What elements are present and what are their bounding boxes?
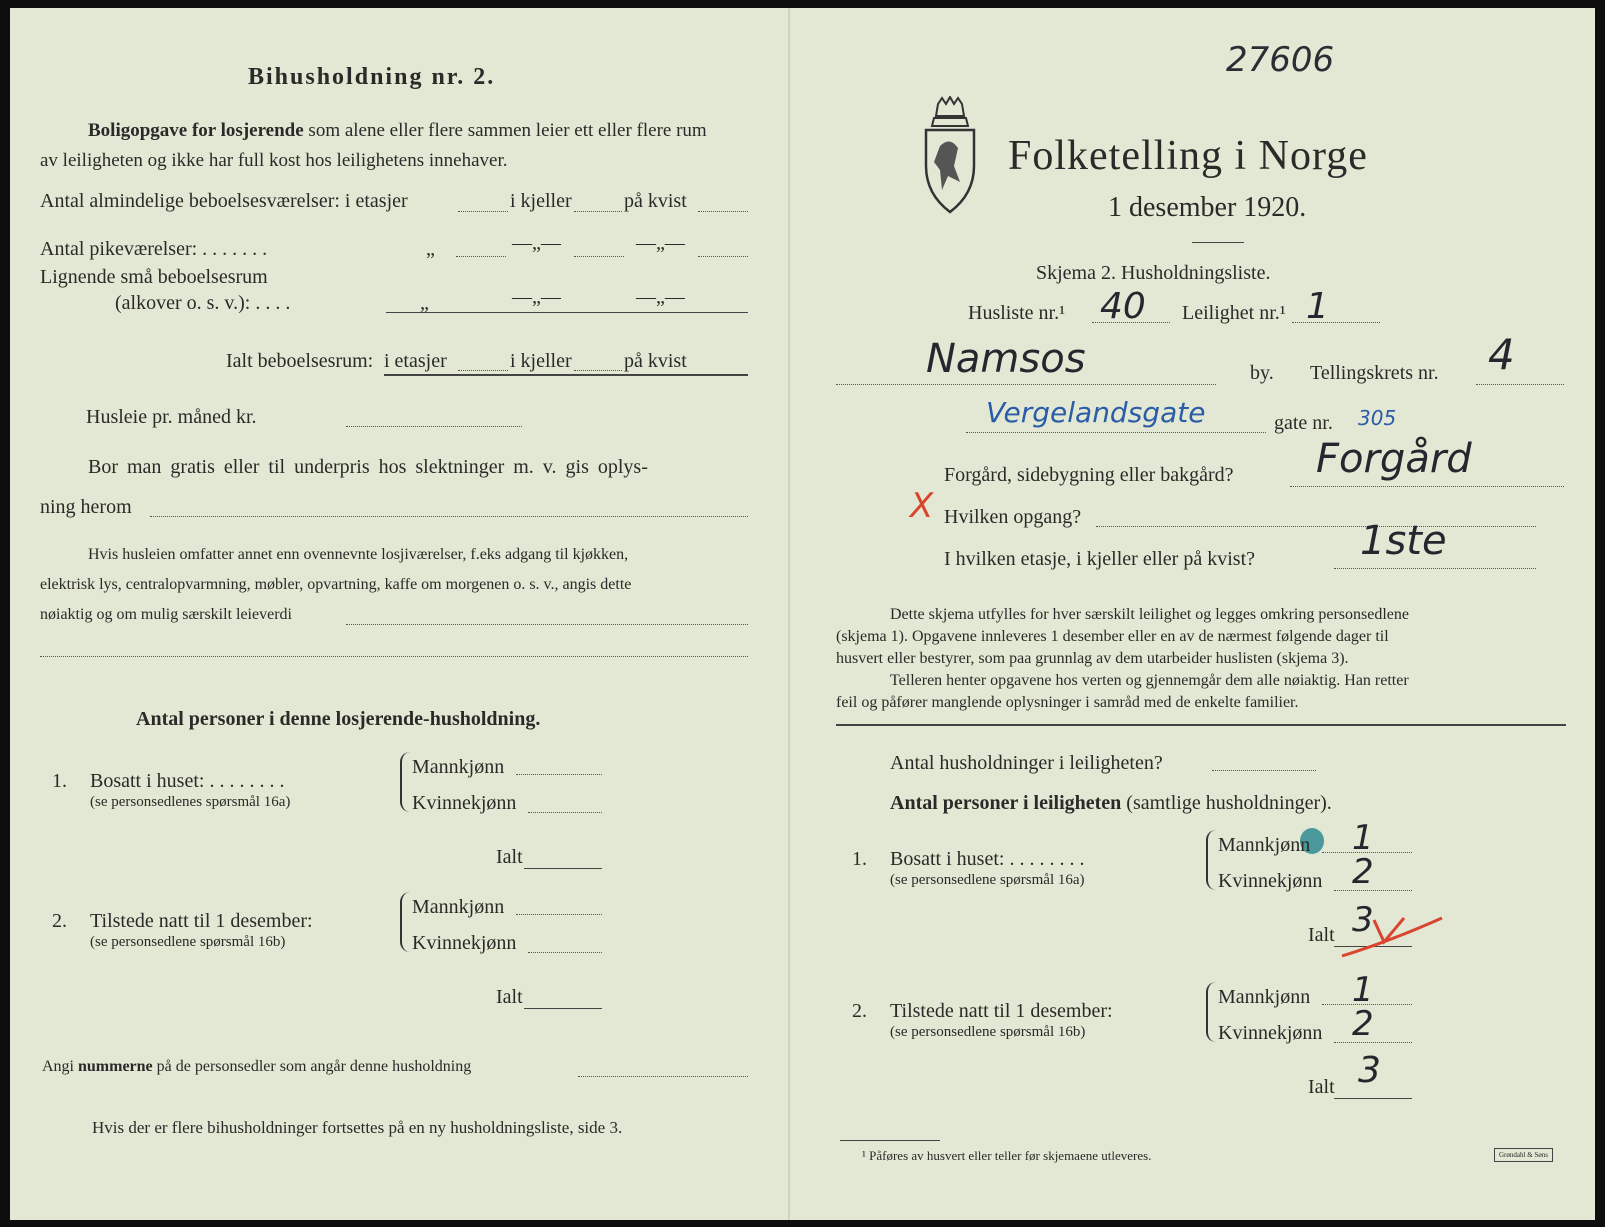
alm-kjeller-field[interactable] (574, 211, 622, 212)
right-q2-ialt-label: Ialt (1308, 1076, 1335, 1098)
red-x-mark: X (910, 486, 934, 526)
printer-stamp: Grøndahl & Søns (1494, 1148, 1553, 1162)
left-q2-num: 2. (52, 910, 67, 932)
right-q1-kvinne-value[interactable]: 2 (1352, 852, 1374, 892)
right-q2-mann-value[interactable]: 1 (1352, 970, 1374, 1010)
title-rule (1192, 242, 1244, 243)
right-q1-mann-label: Mannkjønn (1218, 834, 1311, 856)
left-q2-sub: (se personsedlene spørsmål 16b) (90, 934, 286, 950)
right-q1-ialt-label: Ialt (1308, 924, 1335, 946)
right-q1-brace (1206, 830, 1216, 890)
ialt-etasjer-field[interactable] (458, 370, 508, 371)
right-q2-kvinne-field (1334, 1042, 1412, 1043)
left-q1-mann-field[interactable] (516, 774, 602, 775)
alkover-ditto-3: —„— (636, 286, 685, 308)
left-q2-kvinne-label: Kvinnekjønn (412, 932, 517, 954)
left-q2-label: Tilstede natt til 1 desember: (90, 910, 313, 932)
angi-c: på de personsedler som angår denne husholdning (152, 1058, 472, 1075)
angi-b: nummerne (78, 1058, 153, 1075)
right-q2-sub: (se personsedlene spørsmål 16b) (890, 1024, 1086, 1040)
red-correction-mark (1338, 912, 1448, 963)
left-q2-mann-field[interactable] (516, 914, 602, 915)
husleie-field[interactable] (346, 426, 522, 427)
etasje-label: I hvilken etasje, i kjeller eller på kvist? (944, 548, 1255, 570)
info-line-3: husvert eller bestyrer, som paa grunnlag av dem utarbeider huslisten (skjema 3). (836, 650, 1349, 667)
left-q2-mann-label: Mannkjønn (412, 896, 505, 918)
left-q1-kvinne-field[interactable] (528, 812, 602, 813)
husliste-value[interactable]: 40 (1100, 286, 1146, 327)
intro-line-2: av leiligheten og ikke har full kost hos leilighetens innehaver. (40, 150, 508, 171)
right-q2-brace (1206, 982, 1216, 1042)
angi-line (42, 1058, 471, 1076)
antal-hush-label: Antal husholdninger i leiligheten? (890, 752, 1163, 774)
archive-number: 27606 (1226, 40, 1335, 80)
opgang-field[interactable] (1096, 526, 1536, 527)
left-q1-kvinne-label: Kvinnekjønn (412, 792, 517, 814)
hvis-line-3: nøiaktig og om mulig særskilt leieverdi (40, 606, 292, 623)
alm-kvist-label: på kvist (624, 190, 687, 212)
leilighet-label: Leilighet nr.¹ (1182, 302, 1286, 324)
info-rule (836, 724, 1566, 726)
opgang-label: Hvilken opgang? (944, 506, 1082, 528)
lignende-label: Lignende små beboelsesrum (40, 266, 268, 288)
ialt-kvist-label: på kvist (624, 350, 687, 372)
right-q2-ialt-field (1334, 1098, 1412, 1099)
krets-field (1476, 384, 1564, 385)
alm-etasjer-field[interactable] (458, 211, 508, 212)
angi-a: Angi (42, 1058, 78, 1075)
right-q1-ialt-value[interactable]: 3 (1352, 900, 1374, 940)
intro-bold: Boligopgave for losjerende (88, 120, 304, 141)
angi-field[interactable] (578, 1076, 748, 1077)
left-q2-ialt-field[interactable] (524, 1008, 602, 1009)
forgard-value[interactable]: Forgård (1316, 436, 1472, 482)
left-antal-personer-heading: Antal personer i denne losjerende-husholdning. (136, 708, 541, 730)
ialt-underline (384, 374, 748, 376)
krets-value[interactable]: 4 (1488, 330, 1515, 379)
left-q1-label: Bosatt i huset: . . . . . . . . (90, 770, 285, 792)
alkover-ditto-2: —„— (512, 286, 561, 308)
left-q1-num: 1. (52, 770, 67, 792)
alm-kvist-field[interactable] (698, 211, 748, 212)
pike-ditto-1: „ (426, 238, 435, 260)
footnote-rule (840, 1140, 940, 1141)
right-q2-kvinne-value[interactable]: 2 (1352, 1004, 1374, 1044)
by-label: by. (1250, 362, 1274, 384)
gate-value[interactable]: 305 (1358, 406, 1397, 430)
right-q2-label: Tilstede natt til 1 desember: (890, 1000, 1113, 1022)
right-q1-kvinne-field (1334, 890, 1412, 891)
footnote: ¹ Påføres av husvert eller teller før skjemaene utleveres. (862, 1148, 1152, 1163)
left-q1-sub: (se personsedlenes spørsmål 16a) (90, 794, 291, 810)
info-line-5: feil og påfører manglende oplysninger i samråd med de enkelte familier. (836, 694, 1299, 711)
etasje-field (1334, 568, 1536, 569)
form-title: Folketelling i Norge (1008, 133, 1368, 179)
hvis-line-1: Hvis husleien omfatter annet enn ovennevnte losjiværelser, f.eks adgang til kjøkken, (88, 546, 629, 563)
intro-rest: som alene eller flere sammen leier ett eller flere rum (303, 120, 707, 141)
norway-coat-of-arms-icon (920, 96, 980, 219)
husliste-label: Husliste nr.¹ (968, 302, 1066, 324)
pike-etasjer-field[interactable] (456, 256, 506, 257)
right-q1-mann-value[interactable]: 1 (1352, 818, 1374, 858)
right-q1-label: Bosatt i huset: . . . . . . . . (890, 848, 1085, 870)
antal-alm-label: Antal almindelige beboelsesværelser: i etasjer (40, 190, 408, 212)
antal-hush-field[interactable] (1212, 770, 1316, 771)
pike-kjeller-field[interactable] (574, 256, 624, 257)
intro-line-1 (88, 120, 707, 142)
husliste-field (1092, 322, 1170, 323)
pike-label: Antal pikeværelser: . . . . . . . (40, 238, 268, 260)
left-q2-kvinne-field[interactable] (528, 952, 602, 953)
forgard-label: Forgård, sidebygning eller bakgård? (944, 464, 1234, 486)
left-q2-brace (400, 892, 410, 952)
street-field (966, 432, 1266, 433)
alkover-label: (alkover o. s. v.): . . . . (115, 292, 291, 314)
antal-pers-bold: Antal personer i leiligheten (890, 792, 1122, 814)
left-q2-ialt-label: Ialt (496, 986, 523, 1008)
ning-herom-label: ning herom (40, 496, 132, 518)
street-value[interactable]: Vergelandsgate (986, 396, 1206, 429)
krets-label: Tellingskrets nr. (1310, 362, 1439, 384)
etasje-value[interactable]: 1ste (1360, 518, 1447, 564)
town-value[interactable]: Namsos (926, 336, 1086, 382)
pike-ditto-3: —„— (636, 232, 685, 254)
pike-kvist-field[interactable] (698, 256, 748, 257)
info-line-4: Telleren henter opgavene hos verten og gjennemgår dem alle nøiaktig. Han retter (890, 672, 1409, 689)
left-q1-ialt-label: Ialt (496, 846, 523, 868)
hvis-line-2: elektrisk lys, centralopvarmning, møbler, opvartning, kaffe om morgenen o. s. v., angis dette (40, 576, 632, 593)
right-q2-kvinne-label: Kvinnekjønn (1218, 1022, 1323, 1044)
page-fold (788, 8, 790, 1220)
form-date: 1 desember 1920. (1108, 192, 1307, 223)
forgard-field (1290, 486, 1564, 487)
right-q1-kvinne-label: Kvinnekjønn (1218, 870, 1323, 892)
gate-label: gate nr. (1274, 412, 1333, 434)
leilighet-value[interactable]: 1 (1306, 286, 1329, 327)
leieverdi-field[interactable] (346, 624, 748, 625)
right-q2-mann-label: Mannkjønn (1218, 986, 1311, 1008)
herom-field[interactable] (150, 516, 748, 517)
right-q1-sub: (se personsedlene spørsmål 16a) (890, 872, 1085, 888)
alm-kjeller-label: i kjeller (510, 190, 572, 212)
left-q1-ialt-field[interactable] (524, 868, 602, 869)
ialt-beboelse-label: Ialt beboelsesrum: (226, 350, 374, 372)
antal-pers-rest: (samtlige husholdninger). (1121, 792, 1332, 814)
town-field (836, 384, 1216, 385)
leilighet-field (1292, 322, 1380, 323)
antal-pers-line (890, 792, 1332, 815)
alkover-ditto-1: „ (420, 292, 429, 314)
left-q1-brace (400, 752, 410, 812)
right-q2-ialt-value[interactable]: 3 (1358, 1050, 1381, 1091)
ialt-etasjer-label: i etasjer (384, 350, 447, 372)
info-line-2: (skjema 1). Opgavene innleveres 1 desember eller en av de nærmest følgende dager til (836, 628, 1389, 645)
right-q2-num: 2. (852, 1000, 867, 1022)
ialt-kjeller-label: i kjeller (510, 350, 572, 372)
bor-man-text: Bor man gratis eller til underpris hos slektninger m. v. gis oplys- (88, 456, 648, 478)
left-footer: Hvis der er flere bihusholdninger fortsettes på en ny husholdningsliste, side 3. (92, 1118, 623, 1137)
pike-ditto-2: —„— (512, 232, 561, 254)
alkover-underline (386, 312, 748, 313)
ialt-kjeller-field[interactable] (574, 370, 622, 371)
skjema-label: Skjema 2. Husholdningsliste. (1036, 262, 1271, 284)
right-q1-num: 1. (852, 848, 867, 870)
leieverdi-field-2[interactable] (40, 656, 748, 657)
info-line-1: Dette skjema utfylles for hver særskilt leilighet og legges omkring personsedlene (890, 606, 1409, 623)
husleie-label: Husleie pr. måned kr. (86, 406, 257, 428)
left-title: Bihusholdning nr. 2. (248, 64, 496, 90)
left-q1-mann-label: Mannkjønn (412, 756, 505, 778)
